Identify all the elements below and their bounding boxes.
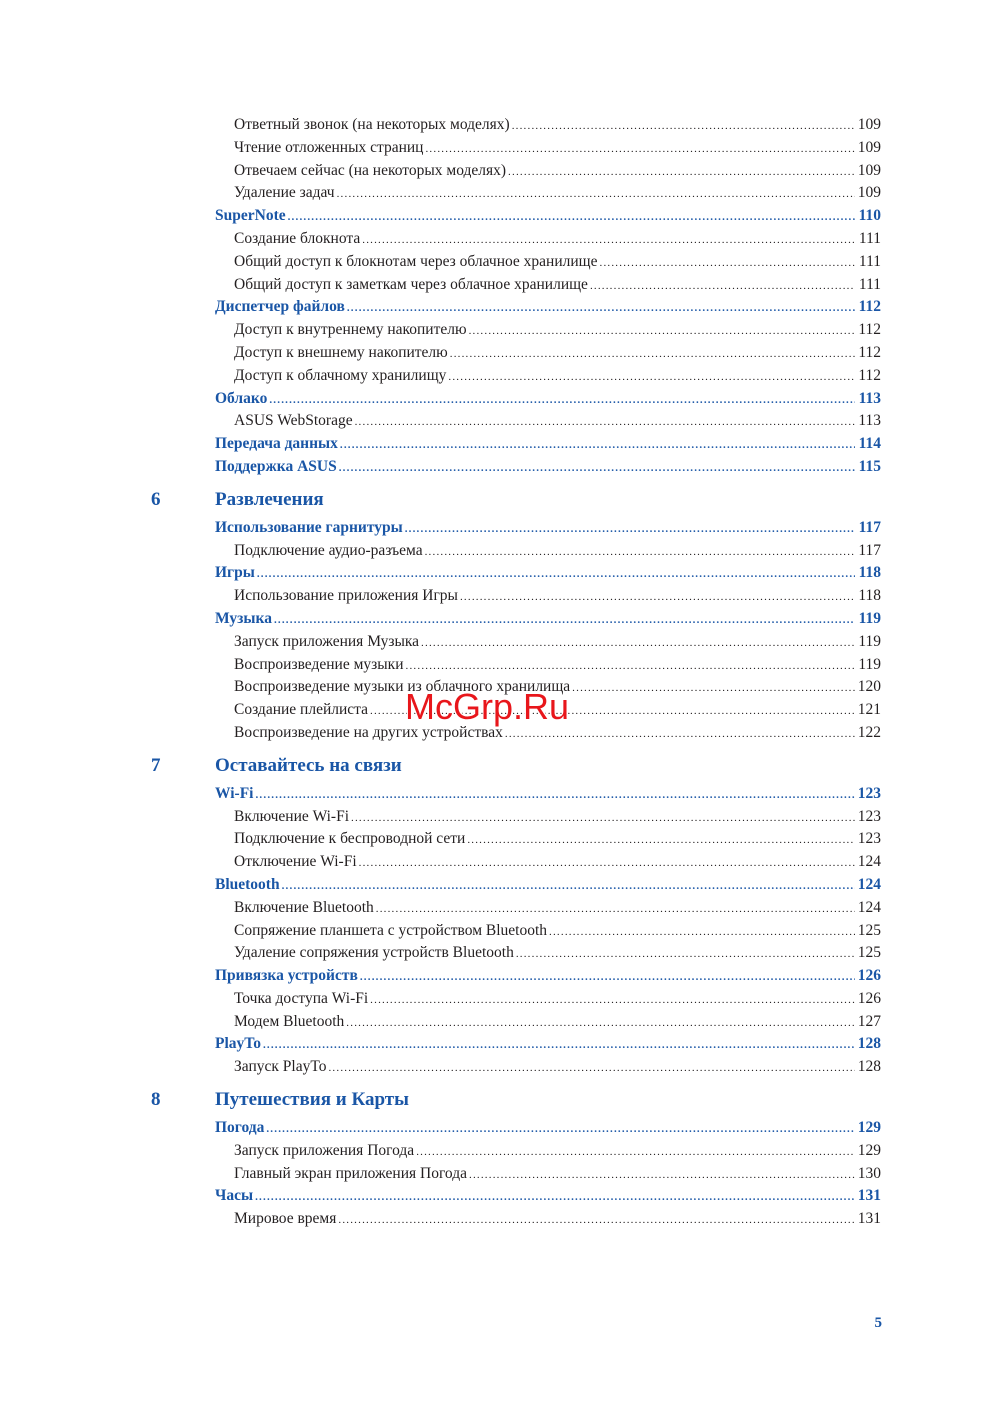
toc-entry-page: 118 — [858, 587, 881, 605]
toc-entry-page: 123 — [857, 830, 881, 848]
toc-section-entry[interactable] — [215, 205, 881, 228]
toc-subsection-entry[interactable] — [234, 851, 881, 874]
toc-entry-label: Ответный звонок (на некоторых моделях) — [234, 116, 510, 133]
toc-entry-page: 123 — [857, 807, 881, 825]
toc-entry-page: 117 — [858, 541, 881, 559]
toc-entry-page: 127 — [857, 1012, 881, 1030]
toc-entry-page: 109 — [857, 138, 881, 156]
toc-subsection-entry[interactable] — [234, 1056, 881, 1079]
toc-dot-leader — [351, 807, 855, 830]
toc-dot-leader — [512, 115, 855, 138]
toc-entry-page: 124 — [857, 875, 881, 893]
chapter-number: 7 — [151, 754, 161, 776]
toc-subsection-entry[interactable] — [234, 540, 881, 563]
toc-entry-label: Сопряжение планшета с устройством Bluetooth — [234, 921, 548, 939]
toc-subsection-entry[interactable] — [234, 988, 881, 1011]
toc-entry-page: 124 — [857, 853, 881, 871]
toc-dot-leader — [416, 1141, 855, 1164]
toc-entry-label: Создание блокнота — [234, 229, 361, 247]
toc-entry-page: 122 — [857, 723, 881, 741]
toc-dot-leader — [467, 829, 855, 852]
toc-entry-page: 113 — [858, 389, 881, 407]
toc-dot-leader — [370, 989, 855, 1012]
toc-dot-leader — [425, 138, 855, 161]
toc-subsection-entry[interactable] — [234, 251, 881, 274]
toc-entry-label: Включение Wi-Fi — [234, 807, 350, 825]
toc-entry-label: Игры — [215, 564, 255, 582]
toc-dot-leader — [572, 677, 855, 700]
toc-entry-label: Погода — [215, 1119, 265, 1137]
toc-entry-page: 121 — [857, 701, 881, 719]
toc-entry-label: ASUS WebStorage — [234, 412, 353, 430]
toc-entry-label: Воспроизведение музыки — [234, 655, 404, 673]
toc-dot-leader — [255, 1186, 855, 1209]
toc-entry-page: 119 — [858, 632, 881, 650]
toc-entry-label: Передача данных — [215, 435, 338, 453]
toc-entry-label: Wi-Fi — [215, 784, 254, 802]
toc-entry-page: 111 — [858, 275, 881, 293]
toc-entry-page: 110 — [858, 207, 881, 225]
toc-entry-label: SuperNote — [215, 207, 286, 225]
toc-dot-leader — [346, 1012, 855, 1035]
toc-subsection-entry[interactable] — [234, 1208, 881, 1231]
toc-section-entry[interactable] — [215, 1117, 881, 1140]
toc-subsection-entry[interactable] — [234, 654, 881, 677]
toc-entry-page: 129 — [857, 1119, 881, 1137]
toc-entry-page: 125 — [857, 921, 881, 939]
toc-entry-label: Создание плейлиста — [234, 701, 368, 719]
toc-section-entry[interactable] — [215, 965, 881, 988]
toc-subsection-entry[interactable] — [234, 806, 881, 829]
toc-dot-leader — [337, 183, 855, 206]
toc-dot-leader — [257, 563, 855, 586]
toc-entry-page: 128 — [857, 1058, 881, 1076]
toc-entry-label: Модем Bluetooth — [234, 1012, 345, 1030]
toc-dot-leader — [288, 206, 855, 229]
toc-entry-page: 112 — [858, 343, 881, 361]
toc-entry-page: 126 — [857, 967, 881, 985]
toc-entry-page: 117 — [858, 518, 881, 536]
toc-subsection-entry[interactable] — [234, 410, 881, 433]
toc-section-entry[interactable] — [215, 608, 881, 631]
toc-subsection-entry[interactable] — [234, 137, 881, 160]
toc-entry-label: Доступ к внутреннему накопителю — [234, 321, 467, 339]
toc-entry-page: 109 — [857, 184, 881, 202]
toc-dot-leader — [274, 609, 855, 632]
toc-entry-page: 118 — [858, 564, 881, 582]
toc-entry-label: Часы — [215, 1187, 254, 1205]
toc-section-entry[interactable] — [215, 296, 881, 319]
toc-dot-leader — [448, 366, 855, 389]
toc-entry-label: Общий доступ к заметкам через облачное хранилище — [234, 275, 588, 293]
toc-dot-leader — [508, 161, 855, 184]
toc-entry-page: 129 — [857, 1141, 881, 1159]
toc-dot-leader — [516, 943, 855, 966]
chapter-title: Развлечения — [215, 488, 324, 510]
toc-dot-leader — [450, 343, 855, 366]
toc-entry-page: 131 — [857, 1210, 881, 1228]
toc-entry-page: 115 — [858, 457, 881, 475]
chapter-title: Оставайтесь на связи — [215, 754, 402, 776]
toc-entry-label: Точка доступа Wi-Fi — [234, 989, 369, 1007]
toc-entry-page: 124 — [857, 898, 881, 916]
toc-entry-label: Использование приложения Игры — [234, 587, 458, 605]
toc-subsection-entry[interactable] — [234, 319, 881, 342]
chapter-heading[interactable] — [0, 1083, 1000, 1117]
toc-section-entry[interactable] — [215, 562, 881, 585]
toc-entry-label: Диспетчер файлов — [215, 298, 345, 316]
watermark-logo: McGrp.Ru — [405, 686, 570, 727]
toc-subsection-entry[interactable] — [234, 160, 881, 183]
toc-dot-leader — [405, 518, 855, 541]
toc-entry-label: Отвечаем сейчас (на некоторых моделях) — [234, 161, 507, 179]
toc-subsection-entry[interactable] — [234, 942, 881, 965]
toc-section-entry[interactable] — [215, 1185, 881, 1208]
toc-entry-page: 111 — [858, 229, 881, 247]
toc-dot-leader — [347, 297, 855, 320]
toc-section-entry[interactable] — [215, 1033, 881, 1056]
toc-dot-leader — [328, 1057, 855, 1080]
table-of-contents — [0, 114, 1000, 1231]
toc-entry-page: 112 — [858, 321, 881, 339]
toc-entry-page: 123 — [857, 784, 881, 802]
toc-entry-page: 112 — [858, 366, 881, 384]
toc-entry-page: 112 — [858, 298, 881, 316]
toc-entry-page: 120 — [857, 678, 881, 696]
toc-dot-leader — [263, 1034, 855, 1057]
toc-subsection-entry[interactable] — [234, 920, 881, 943]
toc-entry-page: 119 — [858, 609, 881, 627]
toc-entry-label: Подключение аудио-разъема — [234, 541, 423, 559]
toc-dot-leader — [355, 411, 855, 434]
toc-subsection-entry[interactable] — [234, 342, 881, 365]
toc-entry-page: 119 — [858, 655, 881, 673]
toc-dot-leader — [359, 852, 855, 875]
chapter-heading[interactable] — [0, 483, 1000, 517]
toc-subsection-entry[interactable] — [234, 897, 881, 920]
toc-dot-leader — [360, 966, 855, 989]
toc-entry-page: 128 — [857, 1035, 881, 1053]
toc-subsection-entry[interactable] — [234, 274, 881, 297]
toc-entry-label: PlayTo — [215, 1035, 261, 1053]
chapter-number: 6 — [151, 488, 161, 510]
toc-entry-label: Поддержка ASUS — [215, 457, 337, 475]
toc-subsection-entry[interactable] — [234, 228, 881, 251]
chapter-heading[interactable] — [0, 749, 1000, 783]
toc-entry-label: Использование гарнитуры — [215, 518, 403, 536]
chapter-title: Путешествия и Карты — [215, 1089, 409, 1111]
toc-entry-label: Общий доступ к блокнотам через облачное хранилище — [234, 252, 598, 270]
toc-dot-leader — [269, 389, 855, 412]
toc-entry-label: Запуск приложения Погода — [234, 1141, 415, 1159]
toc-entry-label: Подключение к беспроводной сети — [234, 830, 466, 848]
toc-entry-page: 109 — [857, 116, 881, 133]
toc-section-entry[interactable] — [215, 433, 881, 456]
toc-dot-leader — [549, 921, 855, 944]
toc-subsection-entry[interactable] — [234, 182, 881, 205]
toc-entry-page: 109 — [857, 161, 881, 179]
toc-entry-label: Bluetooth — [215, 875, 280, 893]
toc-entry-page: 114 — [858, 435, 881, 453]
toc-section-entry[interactable] — [215, 874, 881, 897]
toc-entry-label: Удаление задач — [234, 184, 335, 202]
toc-dot-leader — [266, 1118, 855, 1141]
toc-section-entry[interactable] — [215, 388, 881, 411]
toc-dot-leader — [590, 275, 855, 298]
toc-section-entry[interactable] — [215, 783, 881, 806]
toc-entry-page: 125 — [857, 944, 881, 962]
toc-entry-label: Мировое время — [234, 1210, 337, 1228]
toc-dot-leader — [282, 875, 855, 898]
toc-entry-label: Удаление сопряжения устройств Bluetooth — [234, 944, 514, 962]
toc-subsection-entry[interactable] — [234, 1140, 881, 1163]
page-number: 5 — [874, 1315, 882, 1331]
toc-entry-page: 113 — [858, 412, 881, 430]
toc-entry-label: Отключение Wi-Fi — [234, 853, 357, 871]
toc-entry-label: Чтение отложенных страниц — [234, 138, 424, 156]
toc-entry-page: 126 — [857, 989, 881, 1007]
toc-subsection-entry[interactable] — [234, 828, 881, 851]
toc-dot-leader — [469, 320, 855, 343]
toc-entry-label: Доступ к внешнему накопителю — [234, 343, 448, 361]
toc-subsection-entry[interactable] — [234, 365, 881, 388]
toc-subsection-entry[interactable] — [234, 585, 881, 608]
toc-entry-label: Привязка устройств — [215, 967, 358, 985]
toc-subsection-entry[interactable] — [234, 1163, 881, 1186]
toc-entry-page: 111 — [858, 252, 881, 270]
toc-dot-leader — [600, 252, 856, 275]
toc-dot-leader — [460, 586, 855, 609]
toc-entry-label: Воспроизведение на других устройствах — [234, 723, 503, 741]
toc-entry-label: Главный экран приложения Погода — [234, 1164, 467, 1182]
toc-subsection-entry[interactable] — [234, 114, 881, 137]
toc-dot-leader — [340, 434, 855, 457]
toc-dot-leader — [421, 632, 855, 655]
toc-subsection-entry[interactable] — [234, 1011, 881, 1034]
toc-entry-label: Запуск приложения Музыка — [234, 632, 420, 650]
toc-dot-leader — [469, 1164, 855, 1187]
toc-entry-label: Воспроизведение музыки из облачного хранилища — [234, 678, 571, 696]
toc-dot-leader — [338, 1209, 855, 1232]
toc-dot-leader — [425, 541, 855, 564]
toc-entry-label: Запуск PlayTo — [234, 1058, 327, 1076]
toc-entry-page: 131 — [857, 1187, 881, 1205]
toc-section-entry[interactable] — [215, 517, 881, 540]
toc-dot-leader — [406, 655, 855, 678]
toc-entry-label: Музыка — [215, 609, 272, 627]
toc-dot-leader — [376, 898, 855, 921]
toc-section-entry[interactable] — [215, 456, 881, 479]
toc-subsection-entry[interactable] — [234, 631, 881, 654]
toc-dot-leader — [255, 784, 855, 807]
toc-dot-leader — [362, 229, 855, 252]
toc-entry-label: Облако — [215, 389, 268, 407]
toc-dot-leader — [339, 457, 855, 480]
toc-entry-label: Включение Bluetooth — [234, 898, 374, 916]
chapter-number: 8 — [151, 1089, 161, 1111]
toc-entry-label: Доступ к облачному хранилищу — [234, 366, 447, 384]
toc-entry-page: 130 — [857, 1164, 881, 1182]
